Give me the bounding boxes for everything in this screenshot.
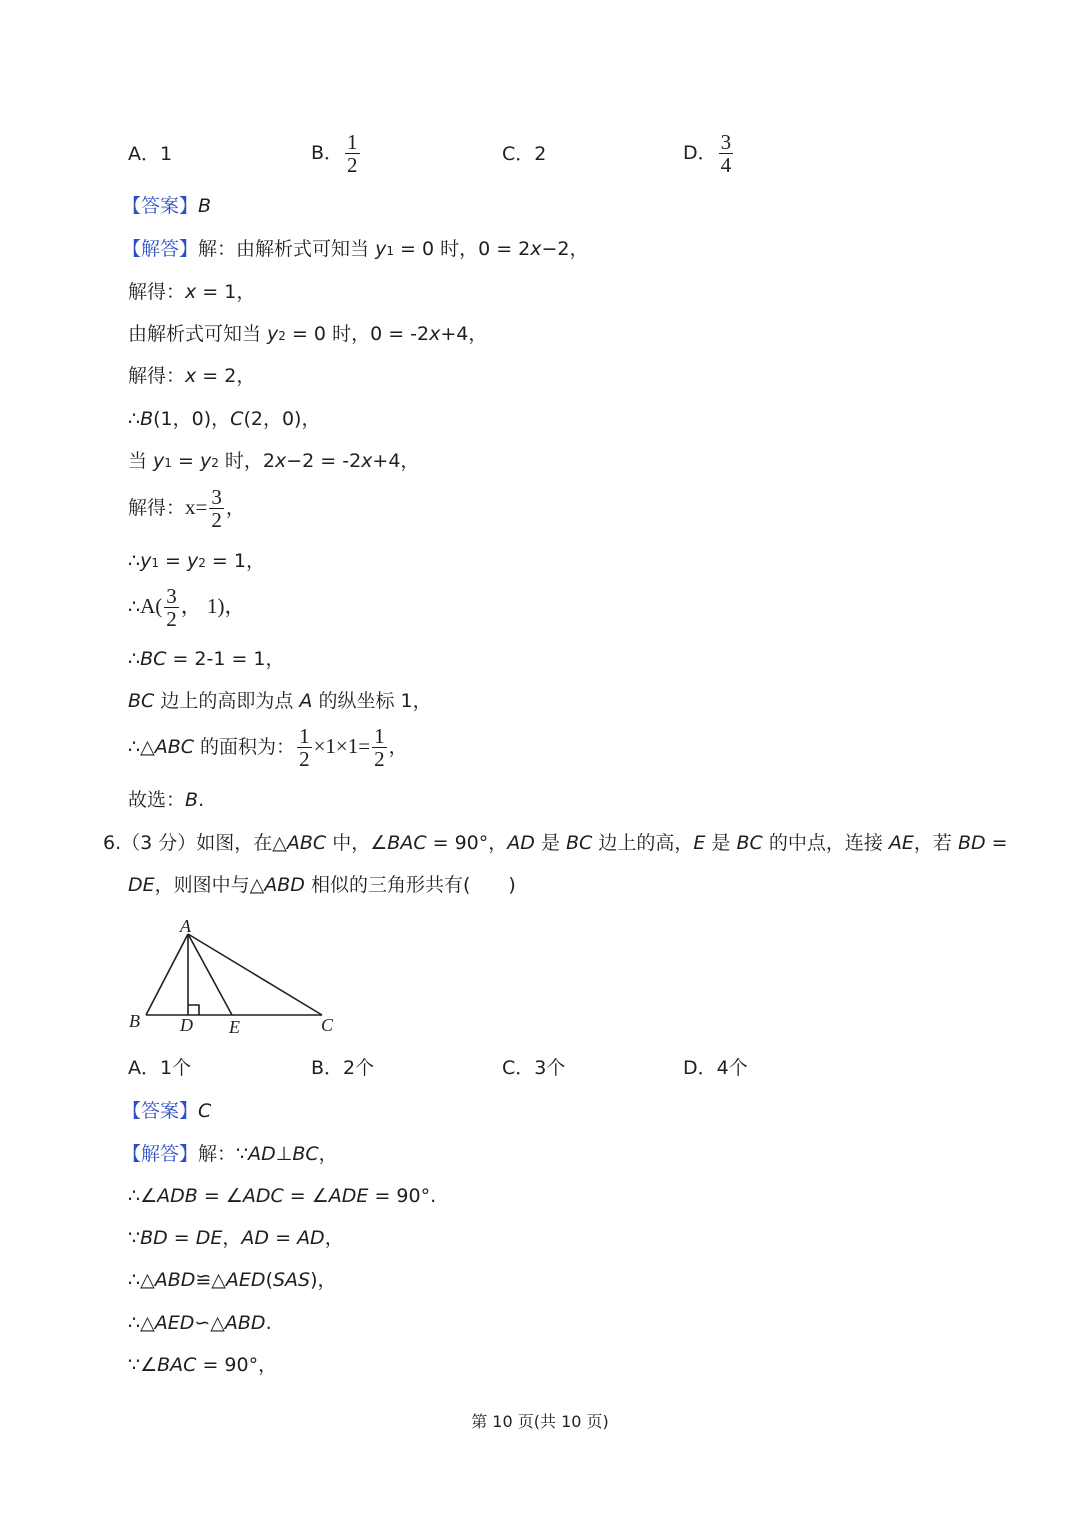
fraction: $\frac{3}{2}$ xyxy=(166,584,177,631)
label-b: B xyxy=(129,1011,140,1031)
q5-option-d: D． $\frac{3}{4}$ xyxy=(683,130,732,177)
q6-option-c: C．3个 xyxy=(502,1057,566,1079)
q5-option-a: A．1 xyxy=(128,143,173,165)
q5-solution-line-7: 解得：x= $\frac{3}{2}$ ， xyxy=(128,485,245,532)
segment-ac xyxy=(188,934,322,1015)
q5-solution-line-11: BC 边上的高即为点 A 的纵坐标 1， xyxy=(128,690,432,712)
label-a: A xyxy=(180,916,191,936)
q6-stem-line-1: 6.（3 分）如图，在△ABC 中，∠BAC = 90°，AD 是 BC 边上的高，E 是 BC 的中点，连接 AE，若 BD = xyxy=(103,832,1008,854)
q5-solution-line-2: 解得：x = 1， xyxy=(128,281,256,303)
q5-option-b: B． $\frac{1}{2}$ xyxy=(311,130,358,177)
right-angle-mark xyxy=(188,1005,199,1015)
q5-solution-line-8: ∴y1 = y2 = 1， xyxy=(128,550,265,572)
q6-option-a: A．1个 xyxy=(128,1057,192,1079)
fraction: $\frac{1}{2}$ xyxy=(299,724,310,771)
q6-option-d: D．4个 xyxy=(683,1057,748,1079)
q6-answer: 【答案】C xyxy=(122,1100,212,1122)
q6-option-b: B．2个 xyxy=(311,1057,375,1079)
q5-solution-line-1: 【解答】解：由解析式可知当 y1 = 0 时，0 = 2x−2， xyxy=(122,238,589,260)
segment-ae xyxy=(188,934,232,1015)
fraction: $\frac{1}{2}$ xyxy=(374,724,385,771)
q5-solution-line-10: ∴BC = 2-1 = 1， xyxy=(128,648,285,670)
q5-option-c: C．2 xyxy=(502,143,547,165)
q5-solution-line-3: 由解析式可知当 y2 = 0 时，0 = -2x+4， xyxy=(128,323,488,345)
q5-solution-line-12: ∴△ABC 的面积为： $\frac{1}{2}$ ×1×1= $\frac{1}{2}$ ， xyxy=(128,724,408,771)
page-footer: 第 10 页(共 10 页) xyxy=(471,1412,609,1431)
q5-solution-line-4: 解得：x = 2， xyxy=(128,365,256,387)
triangle-figure xyxy=(120,912,350,1042)
label-e: E xyxy=(229,1017,240,1037)
q6-solution-line-6: ∵∠BAC = 90°， xyxy=(128,1354,278,1376)
q6-solution-line-2: ∴∠ADB = ∠ADC = ∠ADE = 90°. xyxy=(128,1185,437,1207)
q6-solution-line-1: 【解答】解：∵AD⊥BC， xyxy=(122,1143,338,1165)
q5-solution-line-13: 故选：B. xyxy=(128,789,205,811)
fraction: $\frac{3}{4}$ xyxy=(720,130,732,177)
q6-solution-line-4: ∴△ABD≌△AED(SAS)， xyxy=(128,1269,337,1291)
q6-stem-line-2: DE，则图中与△ABD 相似的三角形共有( ) xyxy=(128,874,516,896)
label-d: D xyxy=(180,1015,193,1035)
q5-answer: 【答案】B xyxy=(122,195,212,217)
fraction: $\frac{3}{2}$ xyxy=(211,485,222,532)
q5-solution-line-6: 当 y1 = y2 时，2x−2 = -2x+4， xyxy=(128,450,420,472)
segment-ab xyxy=(146,934,188,1015)
fraction: $\frac{1}{2}$ xyxy=(347,130,358,177)
q6-solution-line-3: ∵BD = DE，AD = AD， xyxy=(128,1227,344,1249)
q5-solution-line-5: ∴B(1，0)，C(2，0)， xyxy=(128,408,321,430)
q6-solution-line-5: ∴△AED∽△ABD. xyxy=(128,1312,272,1334)
label-c: C xyxy=(321,1015,334,1035)
q5-solution-line-9: ∴A( $\frac{3}{2}$ ， 1)， xyxy=(128,584,246,631)
